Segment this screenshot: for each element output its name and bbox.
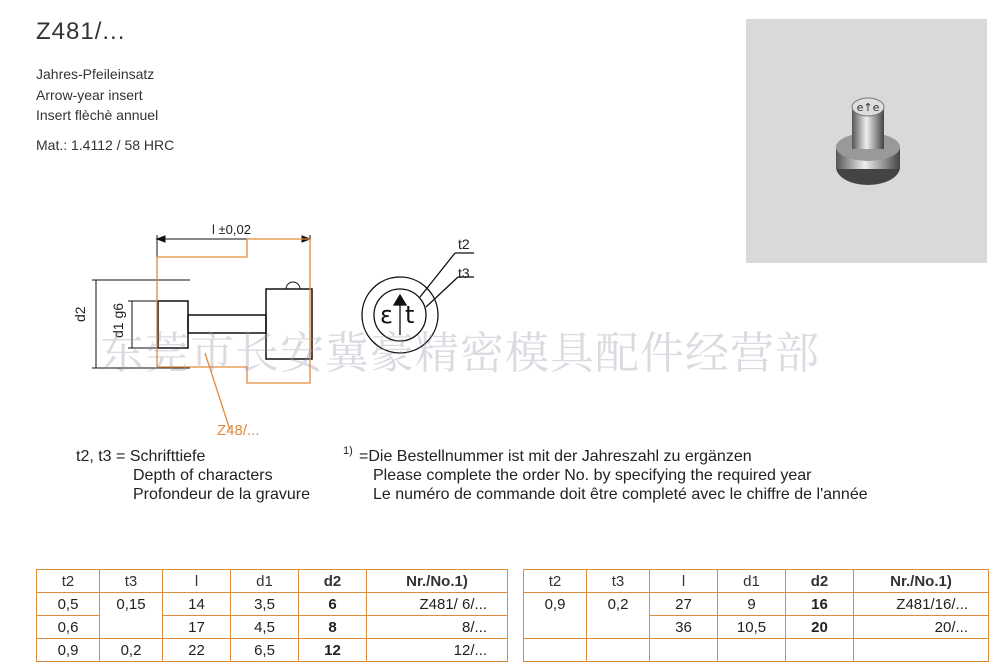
cell-t2	[524, 639, 587, 662]
housing-ref-label: Z48/...	[217, 422, 260, 439]
cell-order-number	[854, 639, 989, 662]
d2-dimension-label: d2	[72, 306, 88, 322]
depth-note-de: t2, t3 = Schrifttiefe	[76, 448, 206, 465]
cell-t3: 0,2	[587, 593, 650, 616]
spec-table-right	[523, 569, 989, 662]
cell-order-number: 12/...	[367, 639, 508, 662]
table-row	[524, 616, 989, 639]
header-order-number: Nr./No.1)	[854, 570, 989, 593]
cell-l	[650, 639, 718, 662]
header-d2: d2	[299, 570, 367, 593]
cell-l: 27	[650, 593, 718, 616]
table-row	[37, 593, 508, 616]
table-header-row	[37, 570, 508, 593]
cell-t3	[587, 639, 650, 662]
cell-t3	[100, 616, 163, 639]
cell-order-number: Z481/ 6/...	[367, 593, 508, 616]
table-header-row	[524, 570, 989, 593]
cell-d2	[786, 639, 854, 662]
cell-l: 17	[163, 616, 231, 639]
cell-d2: 8	[299, 616, 367, 639]
cell-t3: 0,2	[100, 639, 163, 662]
product-code: Z481/...	[36, 18, 126, 45]
d1-dimension-label: d1 g6	[110, 302, 126, 338]
arrow-year-symbol-t: t	[405, 301, 415, 329]
cell-t2: 0,5	[37, 593, 100, 616]
footnote-mark: 1)	[343, 445, 353, 457]
cell-d2: 20	[786, 616, 854, 639]
header-d1: d1	[231, 570, 299, 593]
cell-t3	[587, 616, 650, 639]
spec-table-left	[36, 569, 508, 662]
cell-l: 22	[163, 639, 231, 662]
name-english: Arrow-year insert	[36, 87, 143, 103]
table-row	[524, 593, 989, 616]
header-t2: t2	[524, 570, 587, 593]
header-d1: d1	[718, 570, 786, 593]
name-french: Insert flèchè annuel	[36, 107, 159, 123]
cell-l: 36	[650, 616, 718, 639]
header-d2: d2	[786, 570, 854, 593]
header-order-number: Nr./No.1)	[367, 570, 508, 593]
footnote-de: =Die Bestellnummer ist mit der Jahreszahl zu ergänzen	[359, 448, 752, 465]
cell-d1: 10,5	[718, 616, 786, 639]
cell-order-number: Z481/16/...	[854, 593, 989, 616]
cell-d2: 12	[299, 639, 367, 662]
t3-label: t3	[458, 265, 470, 281]
table-row	[37, 616, 508, 639]
cell-d1: 4,5	[231, 616, 299, 639]
cell-d2: 16	[786, 593, 854, 616]
cell-l: 14	[163, 593, 231, 616]
header-l: l	[163, 570, 231, 593]
insert-render-image	[746, 19, 987, 263]
header-t3: t3	[587, 570, 650, 593]
footnote-en: Please complete the order No. by specifying the required year	[373, 467, 812, 484]
depth-note-fr: Profondeur de la gravure	[133, 486, 310, 503]
header-l: l	[650, 570, 718, 593]
cell-order-number: 20/...	[854, 616, 989, 639]
cell-t2	[524, 616, 587, 639]
cell-t2: 0,9	[37, 639, 100, 662]
footnote-fr: Le numéro de commande doit être completé avec le chiffre de l'année	[373, 486, 868, 503]
cell-d1	[718, 639, 786, 662]
length-dimension-label: l ±0,02	[212, 222, 251, 237]
watermark: 东莞市长安冀豪精密模具配件经营部	[100, 329, 820, 378]
cell-order-number: 8/...	[367, 616, 508, 639]
header-t2: t2	[37, 570, 100, 593]
cell-d1: 3,5	[231, 593, 299, 616]
name-german: Jahres-Pfeileinsatz	[36, 66, 155, 82]
cell-t2: 0,9	[524, 593, 587, 616]
arrow-year-symbol: ε	[380, 301, 393, 329]
cell-d2: 6	[299, 593, 367, 616]
t2-label: t2	[458, 236, 470, 252]
table-row	[37, 639, 508, 662]
cell-t2: 0,6	[37, 616, 100, 639]
cell-d1: 9	[718, 593, 786, 616]
header-t3: t3	[100, 570, 163, 593]
cell-t3: 0,15	[100, 593, 163, 616]
material-spec: Mat.: 1.4112 / 58 HRC	[36, 137, 175, 153]
table-row	[524, 639, 989, 662]
cell-d1: 6,5	[231, 639, 299, 662]
depth-note-en: Depth of characters	[133, 467, 273, 484]
product-photo	[746, 19, 987, 263]
svg-text:e↑e: e↑e	[856, 101, 880, 114]
